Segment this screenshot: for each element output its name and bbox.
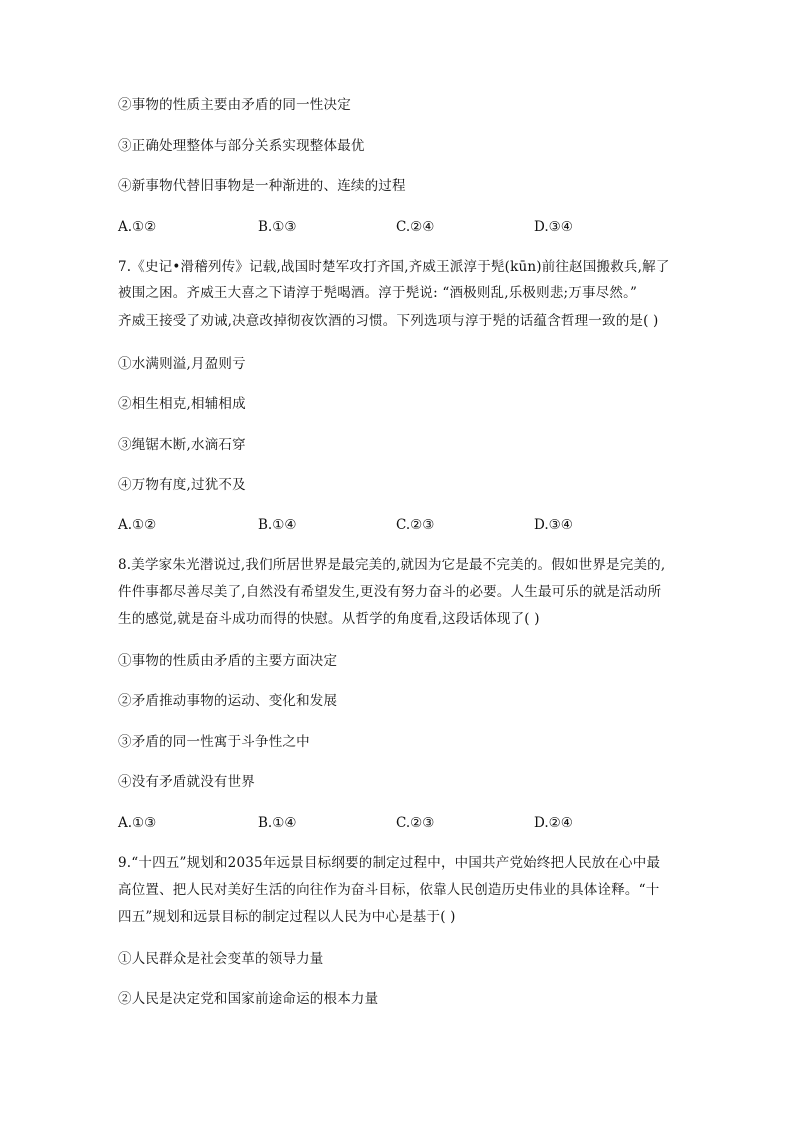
q6-option-a[interactable]: A.①②: [118, 219, 157, 235]
q7-statement-2: ②相生相克,相辅相成: [118, 396, 246, 412]
q9-statement-1: ①人民群众是社会变革的领导力量: [118, 951, 324, 967]
q8-statement-1: ①事物的性质由矛盾的主要方面决定: [118, 653, 338, 669]
q9-stem-line-2: 高位置、把人民对美好生活的向往作为奋斗目标，依靠人民创造历史伟业的具体诠释。“十: [118, 882, 660, 898]
q9-statement-2: ②人民是决定党和国家前途命运的根本力量: [118, 991, 379, 1007]
q7-option-a[interactable]: A.①②: [118, 517, 157, 533]
q6-statement-3: ③正确处理整体与部分关系实现整体最优: [118, 138, 365, 154]
q7-statement-3: ③绳锯木断,水滴石穿: [118, 437, 246, 453]
q8-statement-3: ③矛盾的同一性寓于斗争性之中: [118, 734, 310, 750]
q6-statement-4: ④新事物代替旧事物是一种渐进的、连续的过程: [118, 178, 406, 194]
q8-stem-line-2: 件件事都尽善尽美了,自然没有希望发生,更没有努力奋斗的必要。人生最可乐的就是活动所: [118, 584, 662, 600]
q6-option-d[interactable]: D.③④: [534, 219, 573, 235]
q8-option-a[interactable]: A.①③: [118, 815, 157, 831]
q9-stem-line-1: 9.“十四五”规划和2035年远景目标纲要的制定过程中，中国共产党始终把人民放在心中最: [118, 855, 661, 871]
q8-option-b[interactable]: B.①④: [258, 815, 297, 831]
q7-statement-4: ④万物有度,过犹不及: [118, 477, 246, 493]
q7-options: [118, 515, 678, 535]
q7-option-c[interactable]: C.②③: [396, 517, 435, 533]
q9-stem-line-3: 四五”规划和远景目标的制定过程以人民为中心是基于( ): [118, 909, 456, 925]
q8-stem-line-1: 8.美学家朱光潜说过,我们所居世界是最完美的,就因为它是最不完美的。假如世界是完美的,: [118, 557, 666, 573]
q7-statement-1: ①水满则溢,月盈则亏: [118, 356, 246, 372]
q7-stem-line-1: 7.《史记•滑稽列传》记载,战国时楚军攻打齐国,齐威王派淳于髡(kūn)前往赵国搬救兵,解了: [118, 259, 670, 275]
q8-options: [118, 813, 678, 833]
q6-options: [118, 217, 678, 237]
q8-option-c[interactable]: C.②③: [396, 815, 435, 831]
q6-statement-2: ②事物的性质主要由矛盾的同一性决定: [118, 97, 351, 113]
q8-statement-4: ④没有矛盾就没有世界: [118, 774, 255, 790]
q7-option-d[interactable]: D.③④: [534, 517, 573, 533]
q6-option-c[interactable]: C.②④: [396, 219, 435, 235]
q8-stem-line-3: 生的感觉,就是奋斗成功而得的快慰。从哲学的角度看,这段话体现了( ): [118, 611, 540, 627]
q6-option-b[interactable]: B.①③: [258, 219, 297, 235]
q8-option-d[interactable]: D.②④: [534, 815, 573, 831]
q7-stem-line-3: 齐威王接受了劝诫,决意改掉彻夜饮酒的习惯。下列选项与淳于髡的话蕴含哲理一致的是( ): [118, 313, 659, 329]
q7-option-b[interactable]: B.①④: [258, 517, 297, 533]
q7-stem-line-2: 被围之困。齐威王大喜之下请淳于髡喝酒。淳于髡说: “酒极则乱,乐极则悲;万事尽然。”: [118, 285, 638, 301]
q8-statement-2: ②矛盾推动事物的运动、变化和发展: [118, 693, 338, 709]
